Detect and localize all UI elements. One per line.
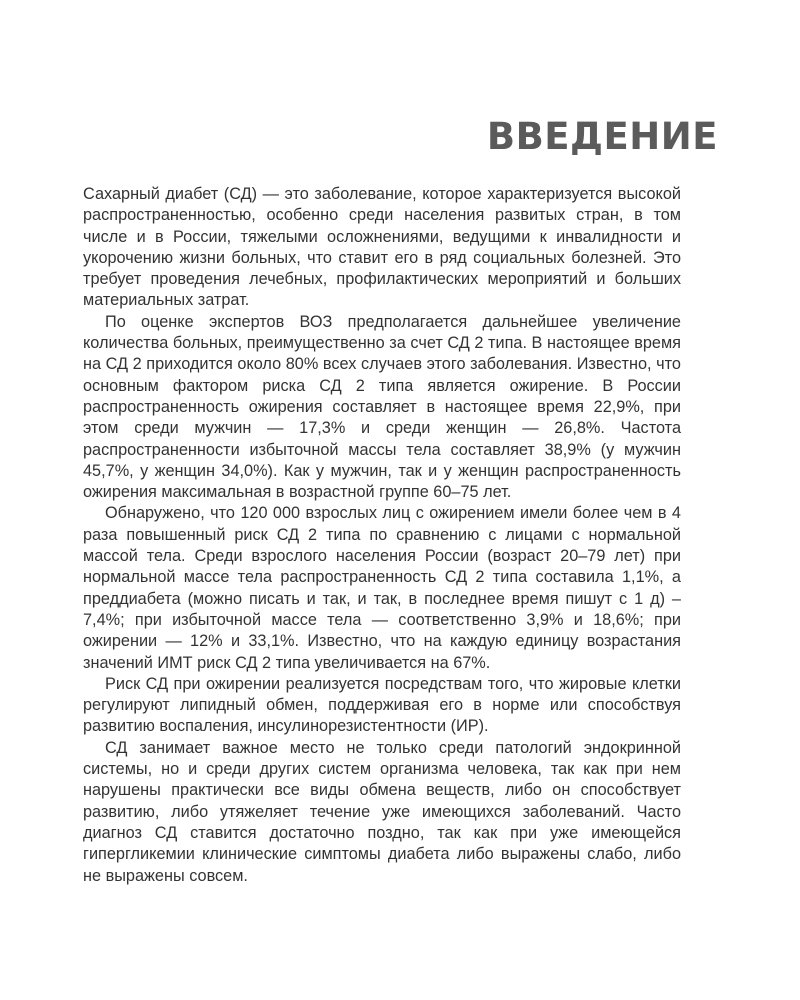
paragraph-2: По оценке экспертов ВОЗ предполагается дальнейшее увеличение количества больных, преимущественно за счет СД 2 типа. В настоящее время на СД 2 приходится около 80% всех случаев этого заболевания. Известно, что основным фактором риска СД 2 типа является ожирение. В России распространенность ожирения составляет в настоящее время 22,9%, при этом среди мужчин — 17,3% и среди женщин — 26,8%. Частота распространенности избыточной массы тела составляет 38,9% (у мужчин 45,7%, у женщин 34,0%). Как у мужчин, так и у женщин распространенность ожирения максимальная в возрастной группе 60–75 лет.: [83, 312, 681, 502]
body-text: [83, 184, 681, 887]
paragraph-4: Риск СД при ожирении реализуется посредствам того, что жировые клетки регулируют липидный обмен, поддерживая его в норме или способствуя развитию воспаления, инсулинорезистентности (ИР).: [83, 674, 681, 736]
chapter-title: ВВЕДЕНИЕ: [486, 115, 718, 158]
paragraph-5: СД занимает важное место не только среди патологий эндокринной системы, но и среди других систем организма человека, так как при нем нарушены практически все виды обмена веществ, либо он способствует развитию, либо утяжеляет течение уже имеющихся заболеваний. Часто диагноз СД ставится достаточно поздно, так как при уже имеющейся гипергликемии клинические симптомы диабета либо выражены слабо, либо не выражены совсем.: [83, 738, 681, 885]
paragraph-3: Обнаружено, что 120 000 взрослых лиц с ожирением имели более чем в 4 раза повышенный риск СД 2 типа по сравнению с лицами с нормальной массой тела. Среди взрослого населения России (возраст 20–79 лет) при нормальной массе тела распространенность СД 2 типа составила 1,1%, а преддиабета (можно писать и так, и так, в последнее время пишут с 1 д) – 7,4%; при избыточной массе тела — соответственно 3,9% и 18,6%; при ожирении — 12% и 33,1%. Известно, что на каждую единицу возрастания значений ИМТ риск СД 2 типа увеличивается на 67%.: [83, 504, 681, 672]
paragraph-1: Сахарный диабет (СД) — это заболевание, которое характеризуется высокой распространенностью, особенно среди населения развитых стран, в том числе и в России, тяжелыми осложнениями, ведущими к инвалидности и укорочению жизни больных, что ставит его в ряд социальных болезней. Это требует проведения лечебных, профилактических мероприятий и больших материальных затрат.: [83, 185, 681, 310]
